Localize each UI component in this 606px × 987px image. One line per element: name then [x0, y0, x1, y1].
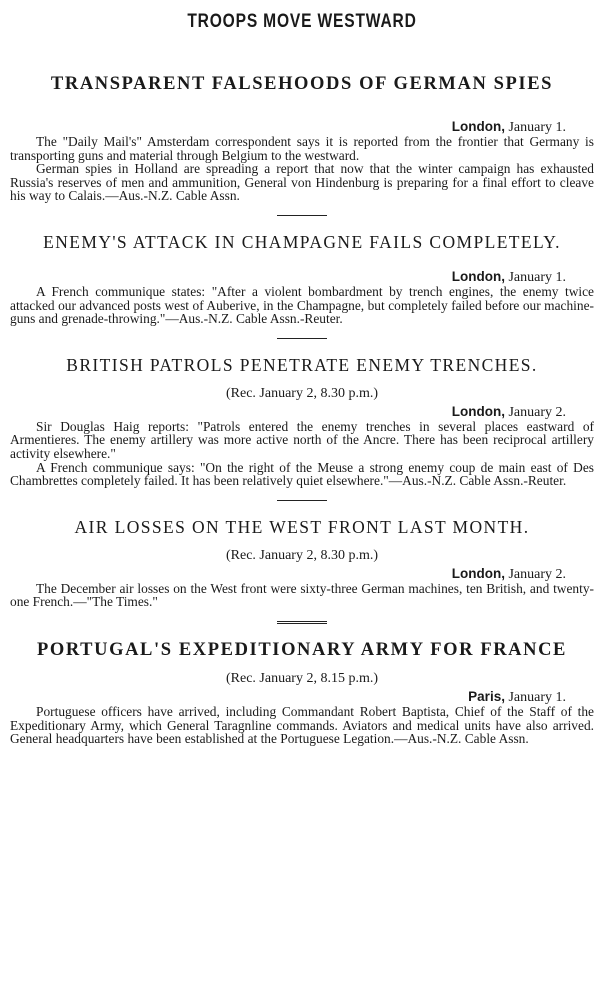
dateline-place: Paris,: [468, 688, 505, 704]
dateline: [10, 690, 594, 705]
received-time: (Rec. January 2, 8.30 p.m.): [225, 385, 379, 401]
dateline-place: London,: [451, 565, 505, 581]
dateline-date: January 1.: [508, 120, 566, 135]
dateline: [10, 567, 594, 582]
story-air-losses: [10, 515, 594, 609]
story-paragraph: A French communique states: "After a violent bombardment by trench engines, the enemy twice attacked our advanced posts west of Auberive, in the Champagne, but completely failed before our machine-guns and grenade-throwing."—Aus.-N.Z. Cable Assn.-Reuter.: [10, 283, 594, 327]
dateline-place: London,: [451, 403, 505, 419]
main-heading: TROOPS MOVE WESTWARD: [187, 11, 417, 32]
dateline: [10, 405, 594, 420]
dateline-date: January 2.: [508, 566, 566, 582]
dateline-place: London,: [451, 268, 505, 284]
story-paragraph: A French communique says: "On the right of the Meuse a strong enemy coup de main east of Des Chambrettes completely failed. It has been relatively quiet elsewhere."—Aus.-N.Z. Cable Assn.-Reuter.: [10, 459, 594, 489]
story-champagne-attack: [10, 230, 594, 326]
dateline: [10, 120, 594, 135]
dateline: [10, 270, 594, 285]
story-german-spies: [10, 72, 594, 203]
section-divider: [277, 215, 327, 216]
dateline-place: London,: [451, 119, 505, 134]
story-headline: ENEMY'S ATTACK IN CHAMPAGNE FAILS COMPLETELY.: [43, 231, 561, 252]
section-divider: [277, 621, 327, 624]
story-headline: BRITISH PATROLS PENETRATE ENEMY TRENCHES.: [66, 354, 538, 375]
section-divider: [277, 500, 327, 501]
story-headline: TRANSPARENT FALSEHOODS OF GERMAN SPIES: [50, 74, 554, 94]
story-portugal-army: [10, 638, 594, 746]
received-time: (Rec. January 2, 8.30 p.m.): [225, 547, 379, 563]
story-british-patrols: [10, 353, 594, 488]
story-paragraph: Portuguese officers have arrived, including Commandant Robert Baptista, Chief of the Staff of the Expeditionary Army, which General Taragnline commands. Aviators and medical units have also arrived. General headquarters have been established at the Portuguese Legation.—Aus.-N.Z. Cable Assn.: [10, 703, 594, 747]
dateline-date: January 1.: [508, 689, 566, 705]
story-headline: AIR LOSSES ON THE WEST FRONT LAST MONTH.: [74, 516, 530, 537]
dateline-date: January 2.: [508, 404, 566, 420]
story-paragraph: German spies in Holland are spreading a report that now that the winter campaign has exhausted Russia's reserves of men and ammunition, General von Hindenburg is preparing for a final effort to cleave his way to Calais.—Aus.-N.Z. Cable Assn.: [10, 161, 594, 204]
story-paragraph: The "Daily Mail's" Amsterdam correspondent says it is reported from the frontier that Germany is transporting guns and material through Belgium to the westward.: [10, 134, 594, 163]
dateline-date: January 1.: [508, 269, 566, 285]
section-divider: [277, 338, 327, 339]
story-paragraph: The December air losses on the West front were sixty-three German machines, ten British, and twenty-one French.—"The Times.": [10, 580, 594, 610]
received-time: (Rec. January 2, 8.15 p.m.): [225, 670, 379, 686]
story-paragraph: Sir Douglas Haig reports: "Patrols entered the enemy trenches in several places eastward of Armentieres. The enemy artillery was more active north of the Ancre. There has been reciprocal artillery activity elsewhere.": [10, 418, 594, 461]
story-headline: PORTUGAL'S EXPEDITIONARY ARMY FOR FRANCE: [36, 639, 567, 660]
